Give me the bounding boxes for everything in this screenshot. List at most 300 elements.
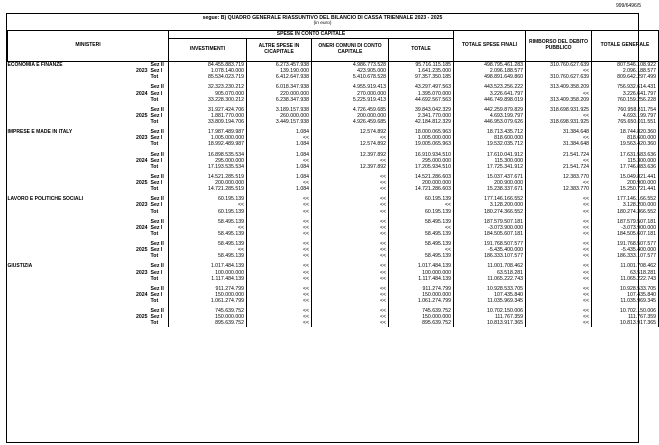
document-reference: 999/6496/5 (615, 3, 641, 9)
value-cell: 191.768.507.577 (454, 241, 526, 247)
value-cell: << (312, 253, 389, 259)
value-cell: << (526, 320, 592, 326)
value-cell: << (169, 247, 247, 253)
value-cell: << (312, 270, 389, 276)
value-cell: << (312, 180, 389, 186)
value-cell: 818.600.000 (592, 135, 659, 141)
value-cell: 17.725.341.912 (454, 164, 526, 170)
value-cell: 17.631.583.636 (592, 152, 659, 158)
ministry-name: ECONOMIA E FINANZE (7, 62, 63, 68)
value-cell: << (526, 241, 592, 247)
value-cell: 14.521.285.519 (169, 174, 247, 180)
value-cell: 31.384.648 (526, 141, 592, 147)
value-cell: 187.579.507.181 (454, 219, 526, 225)
ministry-name: IMPRESE E MADE IN ITALY (7, 129, 73, 136)
value-cell: 3.189.157.938 (247, 107, 312, 113)
value-cell: << (312, 320, 389, 326)
value-cell: 85.534.023.719 (169, 74, 247, 80)
value-cell: 4.693.199.797 (592, 113, 659, 119)
value-cell: 60.195.139 (169, 209, 247, 215)
value-cell: 100.000.000 (389, 270, 454, 276)
value-cell: 5.225.919.413 (312, 97, 389, 103)
value-cell: 17.193.535.534 (169, 164, 247, 170)
value-cell: 97.357.350.185 (389, 74, 454, 80)
year-cell: 2025 (135, 247, 148, 254)
value-cell: << (526, 202, 592, 208)
value-cell: 84.455.883.719 (169, 62, 247, 69)
value-cell: 220.000.000 (247, 91, 312, 97)
section-label: Sez I (150, 202, 163, 209)
value-cell: 1.395.070.000 (389, 91, 454, 97)
value-cell: << (247, 253, 312, 259)
value-cell: 807.546.108.922 (592, 62, 659, 69)
ministry-name: GIUSTIZIA (7, 263, 33, 270)
year-cell: 2023 (135, 202, 148, 209)
value-cell: 310.760.627.639 (526, 74, 592, 80)
year-cell: 2023 (135, 68, 148, 75)
year-cell: 2024 (135, 157, 148, 164)
value-cell: 11.035.969.345 (592, 298, 659, 304)
value-cell: 1.117.484.139 (389, 276, 454, 282)
section-label: Tot (150, 275, 159, 282)
value-cell: 260.000.000 (247, 113, 312, 119)
value-cell: << (247, 231, 312, 237)
value-cell: << (312, 298, 389, 304)
section-label: Sez II (150, 62, 164, 68)
col-rimborso-debito: RIMBORSO DEL DEBITO PUBBLICO (526, 31, 592, 62)
section-label: Sez I (150, 291, 163, 298)
section-label: Sez II (150, 308, 164, 315)
value-cell: << (247, 180, 312, 186)
value-cell: 4.986.773.528 (312, 62, 389, 69)
value-cell: << (526, 270, 592, 276)
value-cell: << (247, 219, 312, 225)
year-cell: 2025 (135, 112, 148, 119)
value-cell: 187.579.507.181 (592, 219, 659, 225)
value-cell: << (247, 241, 312, 247)
value-cell: 12.383.770 (526, 186, 592, 192)
value-cell: 313.409.358.209 (526, 84, 592, 90)
section-label: Tot (150, 141, 159, 148)
value-cell: 2.341.770.000 (389, 113, 454, 119)
value-cell: 111.767.359 (454, 314, 526, 320)
value-cell: 19.563.420.360 (592, 141, 659, 147)
section-label: Sez I (150, 314, 163, 321)
value-cell: 63.518.281 (454, 270, 526, 276)
report-title: segue: B) QUADRO GENERALE RIASSUNTIVO DEL BILANCIO DI CASSA TRIENNALE 2023 - 2025 (202, 15, 443, 21)
section-label: Sez I (150, 112, 163, 119)
value-cell: << (526, 276, 592, 282)
value-cell: << (312, 308, 389, 314)
value-cell: 1.641.235.000 (389, 68, 454, 74)
value-cell: 10.928.533.705 (592, 286, 659, 292)
value-cell: << (312, 231, 389, 237)
value-cell: 18.000.065.963 (389, 129, 454, 135)
value-cell: << (312, 202, 389, 208)
value-cell: 1.061.274.799 (389, 298, 454, 304)
section-label: Tot (150, 208, 159, 215)
value-cell: 10.813.917.365 (592, 320, 659, 326)
section-label: Tot (150, 96, 159, 103)
value-cell: << (247, 158, 312, 164)
value-cell: 1.017.484.139 (389, 263, 454, 269)
value-cell: 498.891.649.860 (454, 74, 526, 80)
value-cell: 58.495.139 (169, 241, 247, 247)
value-cell: 107.435.840 (592, 292, 659, 298)
value-cell: << (169, 225, 247, 231)
value-cell: << (312, 241, 389, 247)
value-cell: 10.813.917.365 (454, 320, 526, 326)
year-cell: 2024 (135, 224, 148, 231)
value-cell: -5.435.400.000 (454, 247, 526, 253)
value-cell: 10.702.150.006 (592, 308, 659, 314)
value-cell: << (526, 113, 592, 119)
value-cell: 39.843.042.329 (389, 107, 454, 113)
value-cell: 295.000.000 (169, 158, 247, 164)
value-cell: << (312, 314, 389, 320)
value-cell: 1.084 (247, 186, 312, 192)
section-label: Tot (150, 298, 159, 304)
value-cell: 184.505.607.181 (454, 231, 526, 237)
section-label: Sez II (150, 151, 164, 158)
value-cell: 1.078.140.000 (169, 68, 247, 74)
section-label: Tot (150, 230, 159, 237)
value-cell: 905.070.000 (169, 91, 247, 97)
value-cell: 15.250.721.441 (592, 186, 659, 192)
value-cell: 19.005.065.963 (389, 141, 454, 147)
value-cell: << (312, 186, 389, 192)
value-cell: 11.065.222.743 (454, 276, 526, 282)
value-cell: 186.333.107.577 (454, 253, 526, 259)
value-cell: 10.702.150.006 (454, 308, 526, 314)
col-totale-generale: TOTALE GENERALE (592, 31, 659, 62)
value-cell: 31.927.424.706 (169, 107, 247, 113)
value-cell: 18.992.489.987 (169, 141, 247, 147)
value-cell: 58.495.139 (169, 253, 247, 259)
value-cell: 318.698.931.925 (526, 107, 592, 113)
value-cell: << (247, 209, 312, 215)
value-cell: << (389, 225, 454, 231)
value-cell: 498.795.461.283 (454, 62, 526, 69)
cash-budget-table (7, 30, 659, 327)
value-cell: << (526, 298, 592, 304)
ministry-name (8, 320, 119, 326)
value-cell: 180.274.366.552 (592, 209, 659, 215)
value-cell: 11.001.708.462 (592, 263, 659, 269)
value-cell: 12.383.770 (526, 174, 592, 180)
year-cell: 2023 (135, 135, 148, 142)
value-cell: << (389, 247, 454, 253)
value-cell: -3.073.900.000 (454, 225, 526, 231)
value-cell: 310.760.627.639 (526, 62, 592, 69)
value-cell: 442.259.879.829 (454, 107, 526, 113)
value-cell: 191.768.507.577 (592, 241, 659, 247)
value-cell: 745.639.752 (169, 308, 247, 314)
section-label: Sez I (150, 224, 163, 231)
value-cell: 911.274.799 (169, 286, 247, 292)
value-cell: 180.274.366.552 (454, 209, 526, 215)
value-cell: 3.449.157.938 (247, 119, 312, 125)
value-cell: 18.744.820.360 (592, 129, 659, 135)
value-cell: 6.238.347.938 (247, 97, 312, 103)
value-cell: 18.713.435.712 (454, 129, 526, 135)
section-label: Sez II (150, 196, 164, 203)
value-cell: 12.397.892 (312, 164, 389, 170)
value-cell: 745.639.752 (389, 308, 454, 314)
value-cell: 760.159.256.228 (592, 97, 659, 103)
value-cell: 313.409.358.209 (526, 97, 592, 103)
value-cell: 43.297.497.563 (389, 84, 454, 90)
value-cell: 760.958.811.754 (592, 107, 659, 113)
col-ministeri: MINISTERI (8, 31, 169, 62)
value-cell: 11.065.222.743 (592, 276, 659, 282)
value-cell: 115.300.000 (454, 158, 526, 164)
value-cell: << (247, 314, 312, 320)
col-oneri-comuni: ONERI COMUNI DI CONTO CAPITALE (312, 39, 389, 62)
value-cell: 446.749.898.019 (454, 97, 526, 103)
section-label: Sez I (150, 157, 163, 164)
value-cell: << (312, 263, 389, 269)
value-cell: << (526, 225, 592, 231)
value-cell: << (526, 286, 592, 292)
section-label: Sez II (150, 84, 164, 91)
value-cell: 423.905.000 (312, 68, 389, 74)
value-cell: << (526, 314, 592, 320)
value-cell: << (526, 68, 592, 74)
value-cell: << (312, 196, 389, 202)
value-cell: 809.642.297.499 (592, 74, 659, 80)
value-cell: 200.900.000 (592, 180, 659, 186)
report-frame (6, 13, 657, 443)
value-cell: 139.190.000 (247, 68, 312, 74)
value-cell: 2.096.188.577 (454, 68, 526, 74)
value-cell: 17.746.883.636 (592, 164, 659, 170)
section-label: Sez II (150, 263, 164, 270)
section-label: Sez I (150, 180, 163, 186)
value-cell: << (312, 286, 389, 292)
value-cell: << (247, 286, 312, 292)
value-cell: 42.184.812.329 (389, 119, 454, 125)
year-cell: 2024 (135, 90, 148, 97)
section-label: Sez II (150, 241, 164, 247)
value-cell: 177.146.166.552 (454, 196, 526, 202)
section-label: Tot (150, 320, 159, 327)
value-cell: << (526, 135, 592, 141)
value-cell: 12.574.892 (312, 141, 389, 147)
value-cell: << (312, 219, 389, 225)
value-cell: 3.128.200.000 (454, 202, 526, 208)
report-caption (7, 15, 638, 27)
value-cell: 150.000.000 (169, 292, 247, 298)
value-cell: 111.767.359 (592, 314, 659, 320)
value-cell: 4.693.199.797 (454, 113, 526, 119)
value-cell: 33.809.194.706 (169, 119, 247, 125)
value-cell: 1.084 (247, 174, 312, 180)
value-cell: 1.005.000.000 (169, 135, 247, 141)
section-label: Tot (150, 163, 159, 170)
value-cell: << (526, 253, 592, 259)
value-cell: 14.521.286.603 (389, 174, 454, 180)
year-cell: 2024 (135, 291, 148, 298)
value-cell: << (247, 270, 312, 276)
section-label: Sez II (150, 218, 164, 225)
value-cell: 14.721.285.519 (169, 186, 247, 192)
value-cell: 58.495.139 (389, 231, 454, 237)
value-cell: 15.037.437.671 (454, 174, 526, 180)
section-label: Tot (150, 119, 159, 125)
value-cell: 4.926.459.685 (312, 119, 389, 125)
value-cell: 4.955.919.413 (312, 84, 389, 90)
value-cell: 3.226.641.797 (592, 91, 659, 97)
value-cell: 31.384.648 (526, 129, 592, 135)
value-cell: 911.274.799 (389, 286, 454, 292)
section-label: Tot (150, 74, 159, 81)
value-cell: 58.495.139 (389, 253, 454, 259)
value-cell: << (526, 180, 592, 186)
value-cell: 1.117.484.139 (169, 276, 247, 282)
value-cell: << (247, 225, 312, 231)
value-cell: 818.600.000 (454, 135, 526, 141)
value-cell: 107.435.840 (454, 292, 526, 298)
value-cell: 1.005.000.000 (389, 135, 454, 141)
value-cell: 44.692.567.563 (389, 97, 454, 103)
value-cell: 58.495.139 (389, 219, 454, 225)
value-cell: 443.523.256.222 (454, 84, 526, 90)
value-cell: 10.928.533.705 (454, 286, 526, 292)
section-label: Sez I (150, 247, 163, 254)
value-cell: 21.541.724 (526, 152, 592, 158)
value-cell: << (247, 276, 312, 282)
value-cell: << (526, 247, 592, 253)
year-cell: 2025 (135, 314, 148, 321)
value-cell: 32.323.230.212 (169, 84, 247, 90)
value-cell: 60.195.139 (389, 209, 454, 215)
value-cell: 1.084 (247, 129, 312, 135)
value-cell: 186.333.107.577 (592, 253, 659, 259)
value-cell: 17.610.041.912 (454, 152, 526, 158)
value-cell: 1.017.484.139 (169, 263, 247, 269)
value-cell: 200.000.000 (312, 113, 389, 119)
value-cell: 58.495.139 (169, 219, 247, 225)
value-cell: 100.000.000 (169, 270, 247, 276)
section-label: Tot (150, 186, 159, 193)
value-cell: 1.881.770.000 (169, 113, 247, 119)
value-cell: 6.018.347.938 (247, 84, 312, 90)
value-cell: 200.900.000 (454, 180, 526, 186)
value-cell: << (247, 320, 312, 326)
value-cell: << (526, 209, 592, 215)
value-cell: << (312, 135, 389, 141)
section-label: Sez I (150, 269, 163, 276)
table-row (8, 62, 659, 69)
value-cell: 16.898.535.534 (169, 152, 247, 158)
section-label: Sez I (150, 68, 163, 75)
value-cell: 895.639.752 (169, 320, 247, 326)
value-cell: 150.000.000 (169, 314, 247, 320)
value-cell: 12.574.892 (312, 129, 389, 135)
table-body (8, 62, 659, 327)
section-label: Tot (150, 253, 159, 260)
value-cell: << (312, 247, 389, 253)
value-cell: 446.953.079.626 (454, 119, 526, 125)
value-cell: 15.049.821.441 (592, 174, 659, 180)
value-cell: 17.987.489.987 (169, 129, 247, 135)
table-row (8, 320, 659, 326)
value-cell: 19.532.035.712 (454, 141, 526, 147)
value-cell: << (247, 298, 312, 304)
value-cell: << (312, 174, 389, 180)
value-cell: << (526, 292, 592, 298)
value-cell: << (247, 292, 312, 298)
value-cell: 95.716.115.185 (389, 62, 454, 69)
value-cell: 14.721.286.603 (389, 186, 454, 192)
ministry-name: LAVORO E POLITICHE SOCIALI (7, 196, 83, 203)
value-cell: << (526, 263, 592, 269)
report-subtitle: (in euro) (313, 21, 332, 26)
value-cell: 2.096.188.577 (592, 68, 659, 74)
value-cell: 58.495.139 (389, 241, 454, 247)
value-cell: 6.412.647.938 (247, 74, 312, 80)
value-cell: << (247, 263, 312, 269)
value-cell: << (247, 308, 312, 314)
value-cell: 295.000.000 (389, 158, 454, 164)
value-cell: 150.000.000 (389, 314, 454, 320)
value-cell: 3.226.641.797 (454, 91, 526, 97)
col-totale-spese-finali: TOTALE SPESE FINALI (454, 31, 526, 62)
value-cell: 16.910.934.510 (389, 152, 454, 158)
value-cell: 11.001.708.462 (454, 263, 526, 269)
value-cell: 115.300.000 (592, 158, 659, 164)
value-cell: << (312, 158, 389, 164)
value-cell: << (312, 225, 389, 231)
value-cell: 60.195.139 (389, 196, 454, 202)
year-cell (119, 62, 149, 69)
value-cell: 17.205.934.510 (389, 164, 454, 170)
value-cell: 184.505.607.181 (592, 231, 659, 237)
value-cell: 21.541.724 (526, 164, 592, 170)
value-cell: << (312, 292, 389, 298)
value-cell: 318.698.931.925 (526, 119, 592, 125)
value-cell: -5.435.400.000 (592, 247, 659, 253)
value-cell: << (312, 209, 389, 215)
value-cell: 270.000.000 (312, 91, 389, 97)
value-cell: 1.084 (247, 164, 312, 170)
value-cell: -3.073.900.000 (592, 225, 659, 231)
value-cell: 895.639.752 (389, 320, 454, 326)
value-cell: 63.518.281 (592, 270, 659, 276)
section-label: Sez II (150, 285, 164, 292)
value-cell: 15.238.337.671 (454, 186, 526, 192)
value-cell: 60.195.139 (169, 196, 247, 202)
section-label: Sez II (150, 173, 164, 180)
col-totale: TOTALE (389, 39, 454, 62)
value-cell: 1.061.274.799 (169, 298, 247, 304)
year-cell: 2025 (135, 180, 148, 186)
value-cell: 4.726.459.685 (312, 107, 389, 113)
value-cell: 200.000.000 (389, 180, 454, 186)
value-cell: 756.932.614.431 (592, 84, 659, 90)
value-cell: 150.000.000 (389, 292, 454, 298)
value-cell: << (169, 202, 247, 208)
value-cell: 1.084 (247, 152, 312, 158)
value-cell: 33.228.300.212 (169, 97, 247, 103)
col-investimenti: INVESTIMENTI (169, 39, 247, 62)
col-altre-spese: ALTRE SPESE IN C/CAPITALE (247, 39, 312, 62)
section-label: Sez I (150, 135, 163, 142)
value-cell: 6.273.457.938 (247, 62, 312, 69)
value-cell: << (312, 276, 389, 282)
value-cell: 765.650.011.551 (592, 119, 659, 125)
